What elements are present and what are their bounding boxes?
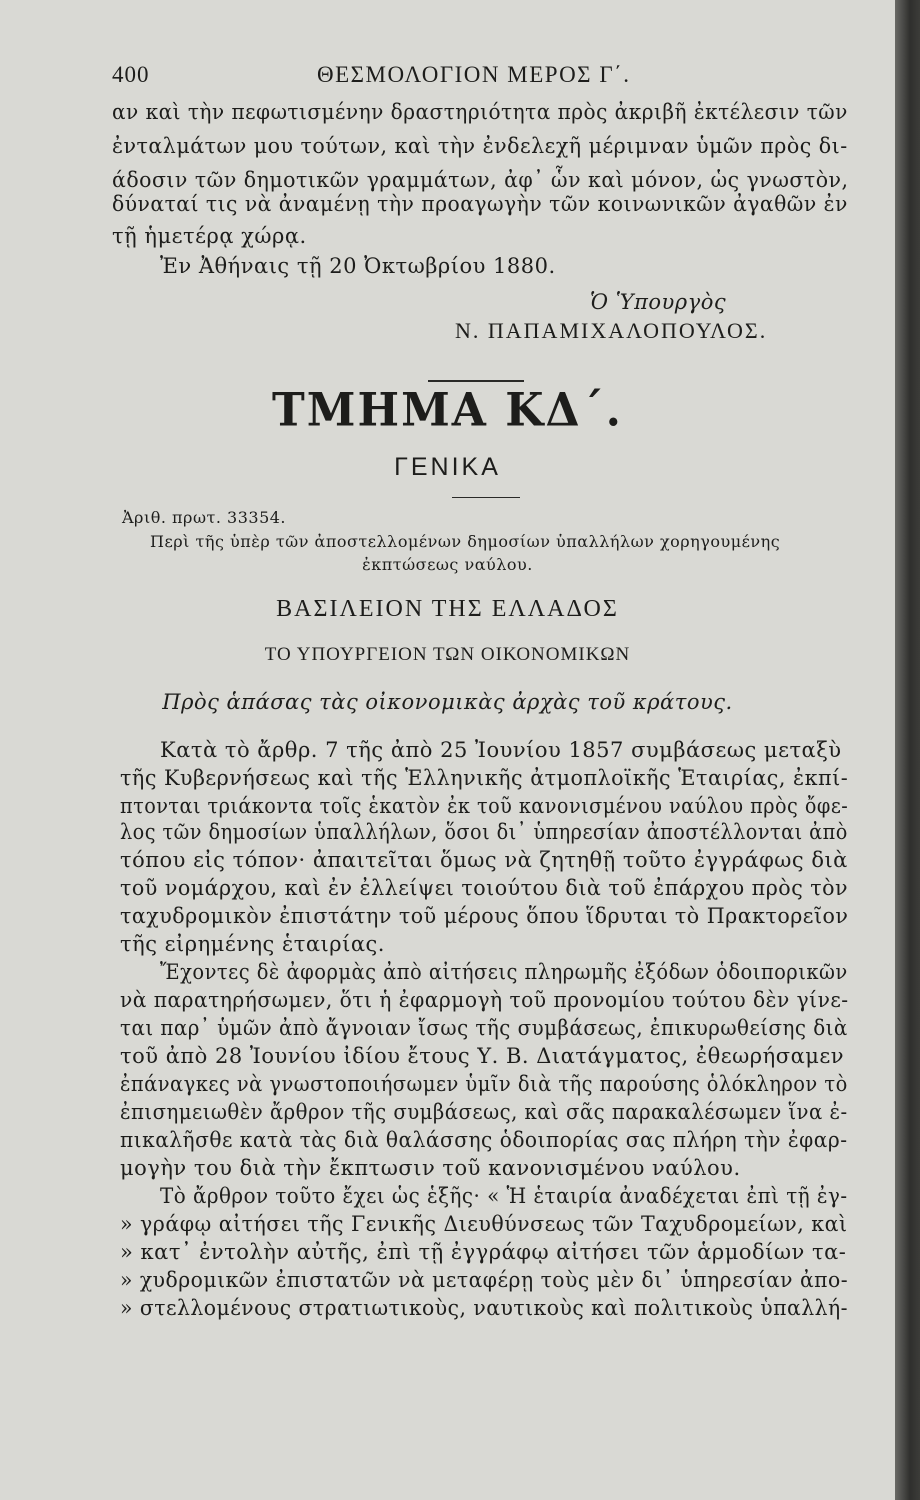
- kingdom-heading: ΒΑΣΙΛΕΙΟΝ ΤΗΣ ΕΛΛΑΔΟΣ: [276, 596, 619, 622]
- addressee-line: Πρὸς ἁπάσας τὰς οἰκονομικὰς ἀρχὰς τοῦ κράτους.: [162, 690, 733, 714]
- body-line: μογὴν του διὰ τὴν ἔκπτωσιν τοῦ κανονισμένου ναύλου.: [120, 1156, 741, 1180]
- section-title: ΤΜΗΜΑ ΚΔ΄.: [272, 383, 623, 438]
- body-line: πτονται τριάκοντα τοῖς ἑκατὸν ἐκ τοῦ κανονισμένου ναύλου πρὸς ὄφε-: [120, 794, 849, 818]
- body-line: » χυδρομικῶν ἐπιστατῶν νὰ μεταφέρῃ τοὺς μὲν δι᾽ ὑπηρεσίαν ἀπο-: [120, 1268, 849, 1292]
- text-line: ἐνταλμάτων μου τούτων, καὶ τὴν ἐνδελεχῆ μέριμναν ὑμῶν πρὸς δι-: [112, 134, 848, 158]
- book-spine-edge: [895, 0, 920, 1500]
- text-line: αν καὶ τὴν πεφωτισμένην δραστηριότητα πρὸς ἀκριβῆ ἐκτέλεσιν τῶν: [112, 100, 848, 124]
- body-line: τοῦ νομάρχου, καὶ ἐν ἐλλείψει τοιούτου διὰ τοῦ ἐπάρχου πρὸς τὸν: [120, 876, 849, 900]
- subject-line: Περὶ τῆς ὑπὲρ τῶν ἀποστελλομένων δημοσίων ὑπαλλήλων χορηγουμένης: [150, 532, 781, 551]
- body-line: ταχυδρομικὸν ἐπιστάτην τοῦ μέρους ὅπου ἵδρυται τὸ Πρακτορεῖον: [120, 904, 849, 928]
- protocol-number: Ἀριθ. πρωτ. 33354.: [122, 508, 287, 527]
- text-line: δύναταί τις νὰ ἀναμένῃ τὴν προαγωγὴν τῶν κοινωνικῶν ἀγαθῶν ἐν: [112, 192, 848, 216]
- body-line: ται παρ᾽ ὑμῶν ἀπὸ ἄγνοιαν ἴσως τῆς συμβάσεως, ἐπικυρωθείσης διὰ: [120, 1016, 848, 1040]
- text-line: άδοσιν τῶν δημοτικῶν γραμμάτων, ἀφ᾽ ὧν καὶ μόνον, ὡς γνωστὸν,: [112, 168, 849, 192]
- body-line: » γράφῳ αἰτήσει τῆς Γενικῆς Διευθύνσεως τῶν Ταχυδρομείων, καὶ: [120, 1212, 848, 1236]
- body-line: Ἔχοντες δὲ ἀφορμὰς ἀπὸ αἰτήσεις πληρωμῆς ἐξόδων ὁδοιπορικῶν: [160, 960, 848, 984]
- body-line: πικαλῆσθε κατὰ τὰς διὰ θαλάσσης ὁδοιπορίας σας πλήρη τὴν ἐφαρ-: [120, 1128, 848, 1152]
- body-line: » κατ᾽ ἐντολὴν αὐτῆς, ἐπὶ τῇ ἐγγράφῳ αἰτήσει τῶν ἁρμοδίων τα-: [120, 1240, 847, 1264]
- body-line: Τὸ ἄρθρον τοῦτο ἔχει ὡς ἑξῆς· « Ἡ ἑταιρία ἀναδέχεται ἐπὶ τῇ ἐγ-: [160, 1184, 848, 1208]
- body-line: τῆς Κυβερνήσεως καὶ τῆς Ἑλληνικῆς ἀτμοπλοϊκῆς Ἑταιρίας, ἐκπί-: [120, 766, 849, 790]
- divider-rule: [428, 380, 524, 382]
- text-line: τῇ ἡμετέρᾳ χώρᾳ.: [112, 224, 307, 248]
- signature-title: Ὁ Ὑπουργὸς: [590, 290, 727, 314]
- body-line: τοῦ ἀπὸ 28 Ἰουνίου ἰδίου ἔτους Υ. Β. Διατάγματος, ἐθεωρήσαμεν: [120, 1044, 845, 1068]
- page-number: 400: [112, 62, 150, 87]
- ministry-heading: ΤΟ ΥΠΟΥΡΓΕΙΟΝ ΤΩΝ ΟΙΚΟΝΟΜΙΚΩΝ: [264, 644, 631, 665]
- body-line: τῆς εἰρημένης ἑταιρίας.: [120, 932, 385, 956]
- running-title: ΘΕΣΜΟΛΟΓΙΟΝ ΜΕΡΟΣ Γ΄.: [317, 62, 631, 87]
- body-line: Κατὰ τὸ ἄρθρ. 7 τῆς ἀπὸ 25 Ἰουνίου 1857 συμβάσεως μεταξὺ: [160, 738, 842, 762]
- body-line: τόπου εἰς τόπον· ἀπαιτεῖται ὅμως νὰ ζητηθῇ τοῦτο ἐγγράφως διὰ: [120, 848, 848, 872]
- section-subtitle: ΓΕΝΙΚΑ: [394, 453, 501, 481]
- body-line: ἐπάναγκες νὰ γνωστοποιήσωμεν ὑμῖν διὰ τῆς παρούσης ὁλόκληρον τὸ: [120, 1072, 848, 1096]
- body-line: νὰ παρατηρήσωμεν, ὅτι ἡ ἐφαρμογὴ τοῦ προνομίου τούτου δὲν γίνε-: [120, 988, 849, 1012]
- subject-line: ἐκπτώσεως ναύλου.: [362, 555, 533, 574]
- signature-name: Ν. ΠΑΠΑΜΙΧΑΛΟΠΟΥΛΟΣ.: [455, 318, 768, 343]
- body-line: » στελλομένους στρατιωτικοὺς, ναυτικοὺς καὶ πολιτικοὺς ὑπαλλή-: [120, 1296, 849, 1320]
- body-line: ἐπισημειωθὲν ἄρθρον τῆς συμβάσεως, καὶ σᾶς παρακαλέσωμεν ἵνα ἐ-: [120, 1100, 848, 1124]
- divider-rule-small: [452, 497, 520, 498]
- date-line: Ἐν Ἀθήναις τῇ 20 Ὀκτωβρίου 1880.: [160, 254, 556, 278]
- body-line: λος τῶν δημοσίων ὑπαλλήλων, ὅσοι δι᾽ ὑπηρεσίαν ἀποστέλλονται ἀπὸ: [120, 820, 848, 844]
